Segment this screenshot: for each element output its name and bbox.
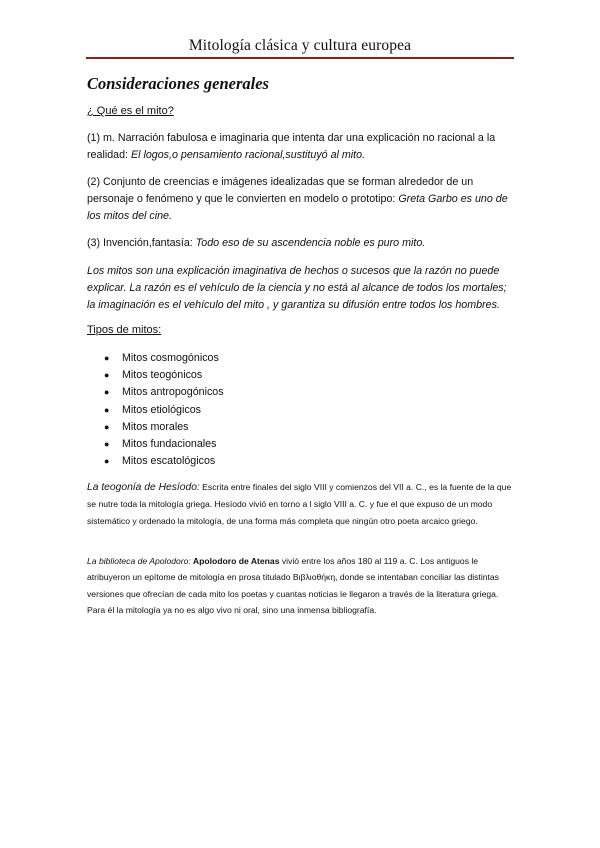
definition-1-example: El logos,o pensamiento racional,sustituyó al mito. [130,149,366,161]
list-item: ● Mitos antropogónicos [104,384,224,401]
italic-paragraph-text: Los mitos son una explicación imaginativa de hechos o sucesos que la razón no puede explicar. La razón es el vehículo de la ciencia y no está al alcance de todos los mortales; la imaginación es el vehículo del mito , y garantiza su difusión entre todos los hombres. [87,265,507,311]
teogonia-lead: La teogonía de Hesíodo: [87,482,200,493]
definition-3 [87,235,517,252]
definition-3-example: Todo eso de su ascendencia noble es puro mito. [195,237,426,249]
types-heading: Tipos de mitos: [87,324,162,336]
definition-1-text: (1) m. Narración fabulosa e imaginaria que intenta dar una explicación no racional a la realidad: [87,132,496,161]
bullet-icon: ● [104,438,110,449]
header-title: Mitología clásica y cultura europea [188,37,412,54]
bullet-icon: ● [104,370,110,381]
list-item: ● Mitos cosmogónicos [104,350,224,367]
definition-3-text: (3) Invención,fantasía: [87,237,196,249]
teogonia-text: Escrita entre finales del siglo VIII y comienzos del VII a. C., es la fuente de la que se nutre toda la mitología griega. Hesíodo vivió en torno a l siglo VIII a. C. y fue el que expuso de un modo sistemático y ordenado la mitología, de una forma más completa que ningún otro poeta arcaico griego. [87,482,512,526]
list-item: ● Mitos etiológicos [104,402,224,419]
italic-paragraph [87,263,517,314]
list-item: ● Mitos teogónicos [104,367,224,384]
bullet-icon: ● [104,387,110,398]
definition-2 [87,174,517,225]
definition-2-example: Greta Garbo es uno de los mitos del cine. [87,193,508,222]
biblioteca-text: vivió entre los años 180 al 119 a. C. Los antiguos le atribuyeron un epítome de mitología en prosa titulado Βιβλιοθήκη, donde se intentaban conciliar las distintas versiones que ofrecían de cada mito los poetas y cuantas noticias le llegaron a través de la literatura griega. Para él la mitología ya no es algo vivo ni oral, sino una inmensa bibliografía. [87,556,499,616]
biblioteca-author: Apolodoro de Atenas [190,556,280,566]
types-list [104,350,224,470]
list-item: ● Mitos morales [104,419,224,436]
mito-heading: ¿ Qué es el mito? [87,105,174,117]
list-item: ● Mitos escatológicos [104,453,224,470]
bullet-icon: ● [104,404,110,415]
bullet-icon: ● [104,456,110,467]
definition-1 [87,130,517,164]
biblioteca-paragraph [87,553,517,619]
bullet-icon: ● [104,421,110,432]
biblioteca-lead: La biblioteca de Apolodoro: [87,556,191,566]
header-rule [86,57,514,59]
section-title: Consideraciones generales [87,74,269,93]
teogonia-paragraph [87,479,517,529]
list-item: ● Mitos fundacionales [104,436,224,453]
definition-2-text: (2) Conjunto de creencias e imágenes idealizadas que se forman alrededor de un personaje o fenómeno y que le convierten en modelo o prototipo: [87,176,474,205]
bullet-icon: ● [104,353,110,363]
